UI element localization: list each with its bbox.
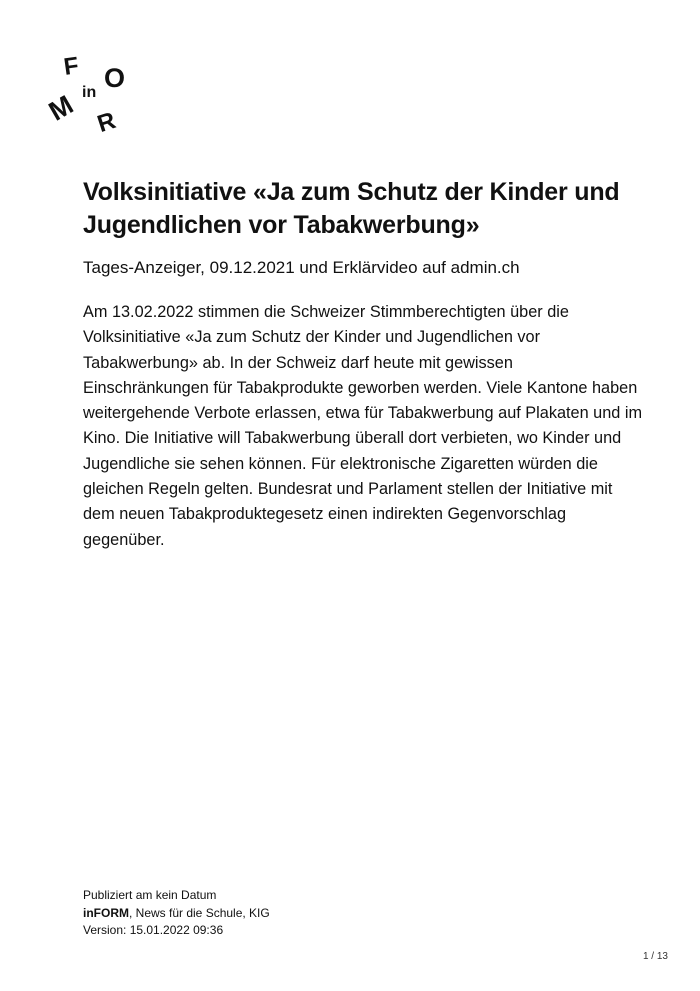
- document-footer: [83, 887, 483, 940]
- logo-letter-m: M: [43, 89, 79, 127]
- logo-letters-in: in: [82, 84, 97, 101]
- publisher-name: , News für die Schule, KIG: [129, 905, 270, 920]
- page-number: 1 / 13: [642, 951, 668, 962]
- logo-letter-o: O: [104, 63, 126, 93]
- brand-name: inFORM: [83, 905, 129, 920]
- published-date: Publiziert am kein Datum: [83, 888, 217, 902]
- inform-logo: [43, 52, 140, 145]
- article-source: Tages-Anzeiger, 09.12.2021 und Erklärvideo auf admin.ch: [83, 258, 520, 277]
- version-info: Version: 15.01.2022 09:36: [83, 923, 224, 937]
- publisher-line: [83, 905, 483, 923]
- logo-letter-f: F: [62, 52, 81, 81]
- article-title: Volksinitiative «Ja zum Schutz der Kinder und Jugendlichen vor Tabakwerbung»: [83, 178, 620, 239]
- logo-letter-r: R: [94, 107, 119, 139]
- article-body: Am 13.02.2022 stimmen die Schweizer Stimmberechtigten über die Volksinitiative «Ja zum Schutz der Kinder und Jugendlichen vor Tabakwerbung» ab. In der Schweiz darf heute mit gewissen Einschränkungen für Tabakprodukte geworben werden. Viele Kantone haben weitergehende Verbote erlassen, etwa für Tabakwerbung auf Plakaten und im Kino. Die Initiative will Tabakwerbung überall dort verbieten, wo Kinder und Jugendliche sie sehen können. Für elektronische Zigaretten würden die gleichen Regeln gelten. Bundesrat und Parlament stellen der Initiative mit dem neuen Tabakproduktegesetz einen indirekten Gegenvorschlag gegenüber.: [83, 303, 643, 549]
